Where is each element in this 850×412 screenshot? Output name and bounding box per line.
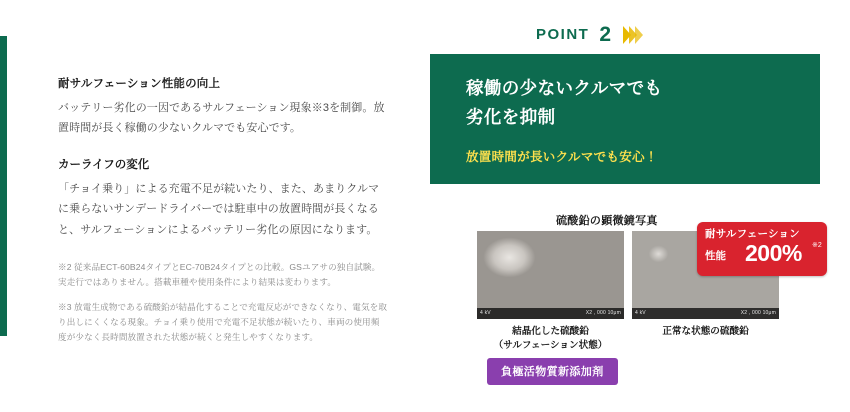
photo-scale-left: 4 kV bbox=[635, 310, 646, 316]
section1-body: バッテリー劣化の一因であるサルフェーション現象※3を制御。放置時間が長く稼働の少ないクルマでも安心です。 bbox=[58, 102, 385, 135]
left-accent-bar bbox=[0, 36, 7, 336]
photo-scale-left: 4 kV bbox=[480, 310, 491, 316]
photo-caption-line-1: 正常な状態の硫酸鉛 bbox=[662, 326, 749, 337]
badge-superscript: ※2 bbox=[812, 242, 822, 249]
additive-pill-label: 負極活物質新添加剤 bbox=[487, 358, 618, 385]
photo-caption-sulfation bbox=[477, 325, 624, 353]
photo-caption-line-2: （サルフェーション状態） bbox=[493, 339, 608, 351]
photo-scale-right: X2 , 000 10μm bbox=[585, 310, 621, 316]
microscope-photo-sulfation bbox=[477, 231, 624, 319]
headline-panel bbox=[430, 54, 820, 184]
photo-scale-bar bbox=[477, 308, 624, 319]
headline-tagline: 放置時間が長いクルマでも安心！ bbox=[466, 150, 658, 164]
photo-scale-right: X2 , 000 10μm bbox=[740, 310, 776, 316]
photo-scale-bar bbox=[632, 308, 779, 319]
photo-item-sulfation bbox=[477, 231, 624, 353]
photo-caption-normal bbox=[632, 325, 779, 339]
badge-line-1: 耐サルフェーション bbox=[705, 228, 800, 240]
footnote-3: ※3 放電生成物である硫酸鉛が結晶化することで充電反応ができなくなり、電気を取り出しにくくなる現象。チョイ乗り使用で充電不足状態が続いたり、車両の使用頻度が少なく長時間放置された状態が続くと発生しやすくなります。 bbox=[58, 301, 388, 343]
badge-line-2: 性能 bbox=[705, 250, 726, 262]
chevron-right-icon bbox=[623, 26, 641, 44]
photo-caption-line-1: 結晶化した硫酸鉛 bbox=[512, 326, 589, 337]
performance-badge bbox=[697, 222, 827, 276]
headline-line-2: 劣化を抑制 bbox=[466, 106, 556, 127]
microscope-section-title: 硫酸鉛の顕微鏡写真 bbox=[556, 215, 658, 227]
badge-value: 200% bbox=[745, 240, 802, 266]
point-word: POINT bbox=[536, 26, 590, 43]
left-text-column bbox=[58, 76, 388, 355]
section1-heading: 耐サルフェーション性能の向上 bbox=[58, 78, 221, 90]
point-number: 2 bbox=[599, 23, 612, 46]
headline-line-1: 稼働の少ないクルマでも bbox=[466, 78, 663, 98]
point-label bbox=[536, 24, 641, 45]
section2-heading: カーライフの変化 bbox=[58, 158, 150, 171]
headline-text bbox=[466, 74, 662, 132]
section2-body: 「チョイ乗り」による充電不足が続いたり、また、あまりクルマに乗らないサンデードライバーでは駐車中の放置時間が長くなると、サルフェーションによるバッテリー劣化の原因になります。 bbox=[58, 182, 380, 236]
footnote-2: ※2 従来品ECT-60B24タイプとEC-70B24タイプとの比較。GSユアサの独自試験。実走行ではありません。搭載車種や使用条件により結果は変わります。 bbox=[58, 261, 381, 287]
